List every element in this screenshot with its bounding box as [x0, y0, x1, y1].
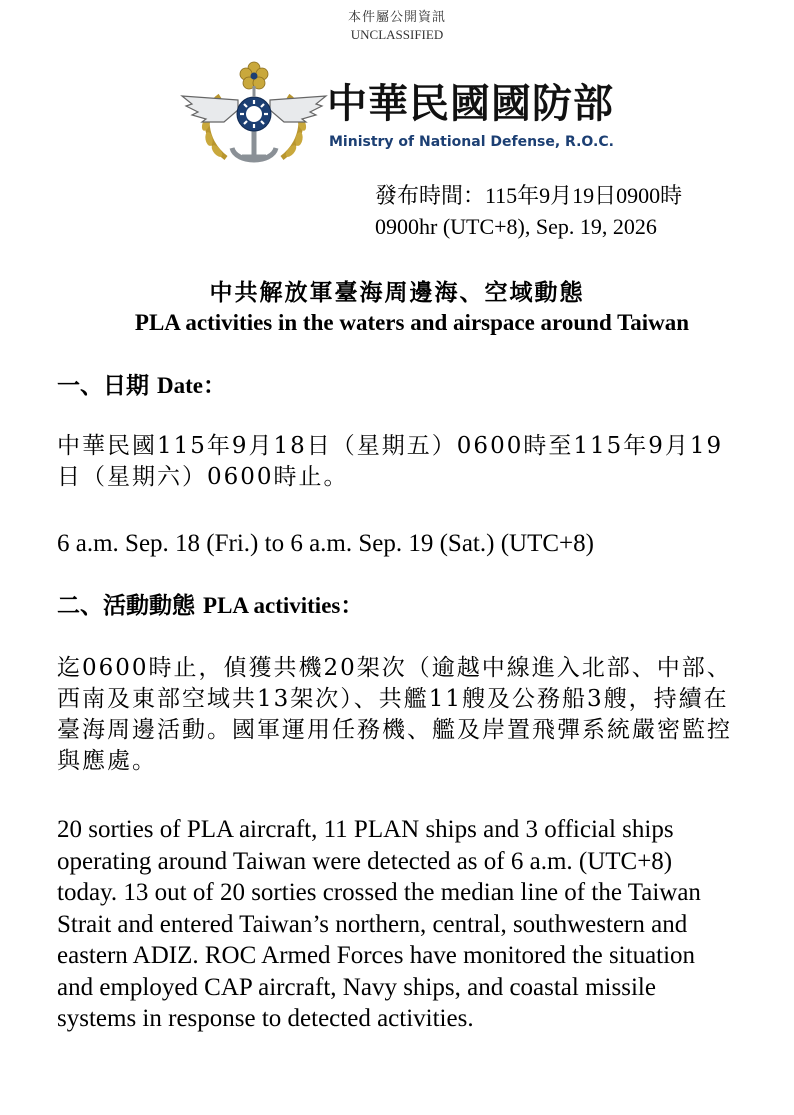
activities-section-heading: [57, 590, 363, 622]
date-heading-zh: 一、日期: [57, 372, 158, 399]
activities-summary-zh: 迄0600時止，偵獲共機20架次（逾越中線進入北部、中部、西南及東部空域共13架次）、共艦11艘及公務船3艘，持續在臺海周邊活動。國軍運用任務機、艦及岸置飛彈系統嚴密監控與應處。: [57, 655, 732, 774]
activities-heading-en: PLA activities: [203, 593, 341, 618]
ministry-of-national-defense-emblem-icon: [180, 58, 328, 176]
date-range-en: 6 a.m. Sep. 18 (Fri.) to 6 a.m. Sep. 19 (Sat.) (UTC+8): [57, 530, 594, 557]
activities-heading-colon: ：: [340, 592, 364, 619]
classification-en: UNCLASSIFIED: [350, 27, 444, 42]
activities-summary-en: 20 sorties of PLA aircraft, 11 PLAN ships and 3 official ships operating around Taiwan were detected as of 6 a.m. (UTC+8) today. 13 out of 20 sorties crossed the median line of the Taiwan Strait and entered Taiwan’s northern, central, southwestern and eastern ADIZ. ROC Armed Forces have monitored the situation and employed CAP aircraft, Navy ships, and coastal missile systems in response to detected activities.: [57, 816, 701, 1032]
date-heading-en: Date: [157, 373, 203, 398]
date-range-zh: 中華民國115年9月18日（星期五）0600時至115年9月19日（星期六）0600時止。: [57, 433, 724, 490]
release-time-zh: 發布時間：115年9月19日0900時: [375, 183, 683, 208]
ministry-name-en: Ministry of National Defense, R.O.C.: [329, 134, 614, 150]
ministry-name-zh: 中華民國國防部: [327, 81, 614, 127]
document-title-zh: 中共解放軍臺海周邊海、空域動態: [209, 279, 585, 306]
activities-heading-zh: 二、活動動態: [57, 592, 204, 619]
document-title-en: PLA activities in the waters and airspace around Taiwan: [134, 310, 690, 335]
classification-zh: 本件屬公開資訊: [347, 9, 446, 24]
release-time-en: 0900hr (UTC+8), Sep. 19, 2026: [375, 214, 657, 239]
date-section-heading: [57, 370, 226, 402]
date-heading-colon: ：: [203, 372, 226, 399]
